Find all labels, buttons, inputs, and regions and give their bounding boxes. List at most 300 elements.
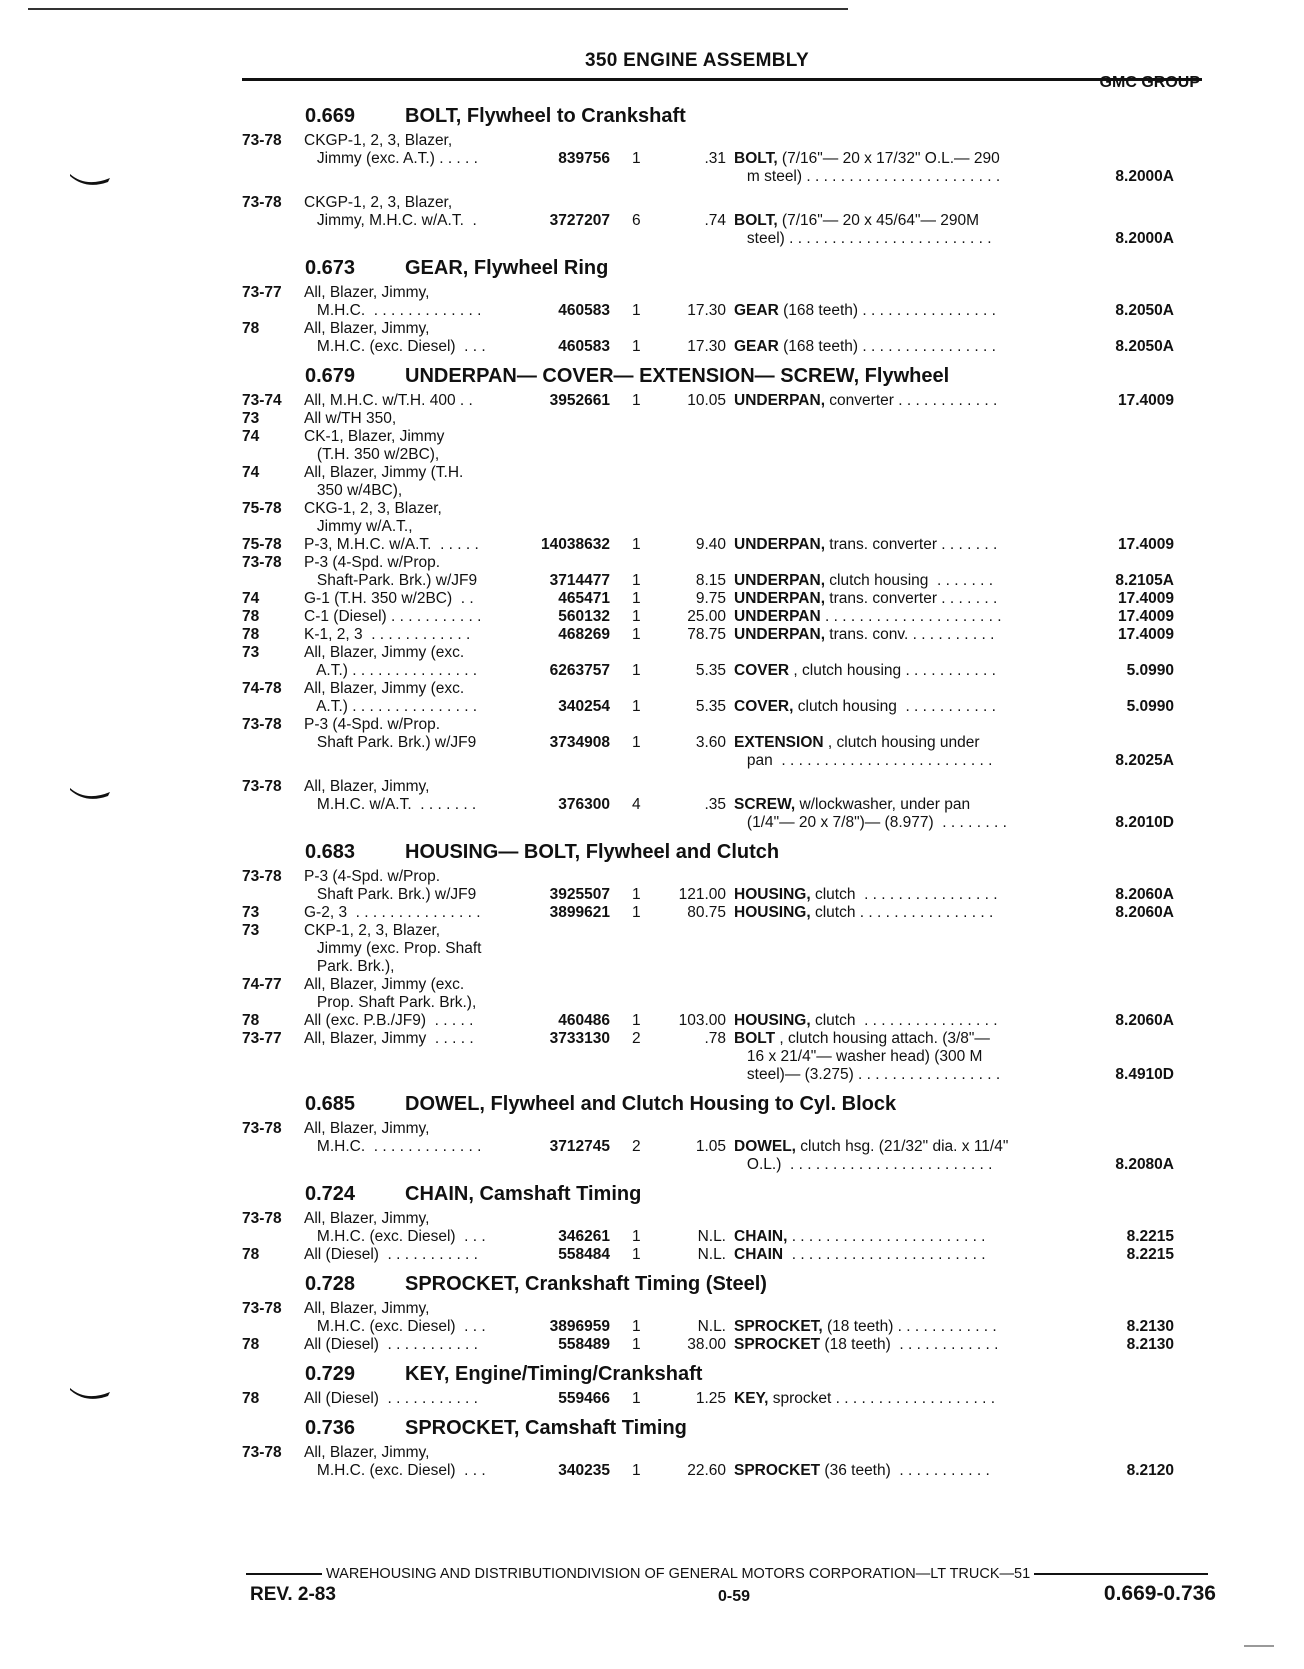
section-heading [242, 1178, 1212, 1210]
quantity-cell: 2 [632, 1030, 641, 1047]
part-number-cell [522, 284, 610, 302]
part-description: (36 teeth) . . . . . . . . . . . [820, 1462, 990, 1479]
quantity-cell [610, 752, 660, 770]
quantity-cell [610, 1120, 660, 1138]
part-description: (7/16"— 20 x 17/32" O.L.— 290 [777, 150, 1000, 167]
description-cell [726, 590, 1052, 608]
group-number-cell: 8.2215 [1126, 1228, 1174, 1245]
description-cell [726, 572, 1052, 590]
application-cell: Jimmy w/A.T., [304, 518, 413, 535]
table-row [242, 1048, 1212, 1066]
footer-publisher-line [242, 1566, 1212, 1582]
application-cell: All, Blazer, Jimmy, [304, 284, 430, 301]
price-cell [660, 1210, 726, 1228]
part-number-cell [522, 778, 610, 796]
quantity-cell [610, 464, 660, 482]
table-row [242, 1066, 1212, 1084]
quantity-cell [610, 168, 660, 186]
section-number: 0.683 [305, 841, 356, 863]
section-0-724 [242, 1178, 1212, 1264]
description-cell [726, 1030, 1052, 1048]
quantity-cell: 4 [632, 796, 641, 813]
application-cell: A.T.) . . . . . . . . . . . . . . . [304, 698, 478, 715]
year-cell: 73-78 [242, 1444, 282, 1461]
table-row [242, 338, 1212, 356]
group-number-cell: 8.2050A [1115, 338, 1174, 355]
application-cell: P-3 (4-Spd. w/Prop. [304, 716, 441, 733]
description-cell [726, 1228, 1052, 1246]
year-cell: 73 [242, 922, 260, 939]
price-cell: .31 [704, 150, 726, 167]
price-cell [660, 1300, 726, 1318]
price-cell: 5.35 [695, 698, 726, 715]
application-cell: All, Blazer, Jimmy (T.H. [304, 464, 464, 481]
application-cell: M.H.C. w/A.T. . . . . . . . [304, 796, 477, 813]
price-cell [660, 132, 726, 150]
part-number-cell: 465471 [558, 590, 610, 607]
price-cell: N.L. [697, 1228, 726, 1245]
year-cell: 73-78 [242, 194, 282, 211]
table-row [242, 230, 1212, 248]
application-cell: Jimmy (exc. A.T.) . . . . . [304, 150, 478, 167]
application-cell: CKP-1, 2, 3, Blazer, [304, 922, 441, 939]
table-row [242, 868, 1212, 886]
quantity-cell: 6 [632, 212, 641, 229]
description-cell [726, 626, 1052, 644]
group-number-cell: 17.4009 [1117, 590, 1174, 607]
price-cell: 9.75 [695, 590, 726, 607]
part-description: , clutch housing . . . . . . . . . . . [789, 662, 996, 679]
section-0-685 [242, 1088, 1212, 1174]
group-number-cell: 8.2025A [1115, 752, 1174, 769]
year-cell: 78 [242, 1390, 260, 1407]
application-cell: All, Blazer, Jimmy . . . . . [304, 1030, 474, 1047]
section-heading [242, 1358, 1212, 1390]
table-row [242, 796, 1212, 814]
table-row [242, 1156, 1212, 1174]
year-cell: 73 [242, 410, 260, 427]
description-cell [726, 132, 1052, 150]
year-cell [242, 572, 304, 590]
year-cell [242, 150, 304, 168]
year-cell: 78 [242, 320, 260, 337]
table-row [242, 778, 1212, 796]
price-cell: 22.60 [687, 1462, 726, 1479]
price-cell: .78 [704, 1030, 726, 1047]
table-row [242, 132, 1212, 150]
price-cell [660, 778, 726, 796]
price-cell [660, 958, 726, 976]
year-cell [242, 796, 304, 814]
part-name: UNDERPAN, [734, 590, 825, 607]
year-cell: 73 [242, 904, 260, 921]
part-name: COVER [734, 662, 790, 679]
section-heading [242, 100, 1212, 132]
part-number-cell: 560132 [558, 608, 610, 625]
part-number-cell [522, 320, 610, 338]
part-number-cell [522, 922, 610, 940]
quantity-cell: 1 [632, 904, 641, 921]
description-cell [726, 1300, 1052, 1318]
table-row [242, 428, 1212, 446]
group-number-cell: 8.2105A [1115, 572, 1174, 589]
part-number-cell [522, 132, 610, 150]
part-number-cell: 460583 [558, 338, 610, 355]
year-cell: 74 [242, 464, 260, 481]
group-number-cell: 8.2080A [1115, 1156, 1174, 1173]
table-row [242, 958, 1212, 976]
application-cell: All, Blazer, Jimmy (exc. [304, 680, 465, 697]
application-cell: A.T.) . . . . . . . . . . . . . . . [304, 662, 478, 679]
price-cell [660, 1066, 726, 1084]
part-name: HOUSING, [734, 886, 811, 903]
year-cell [242, 734, 304, 752]
part-name: CHAIN [734, 1246, 784, 1263]
table-row [242, 1318, 1212, 1336]
part-name: SPROCKET, [734, 1318, 823, 1335]
part-name: COVER, [734, 698, 794, 715]
part-name: GEAR [734, 338, 779, 355]
description-cell [726, 536, 1052, 554]
part-number-cell [522, 752, 610, 770]
part-description: steel) . . . . . . . . . . . . . . . . . . . . . . . . [734, 230, 992, 247]
price-cell [660, 922, 726, 940]
price-cell [660, 752, 726, 770]
part-number-cell [522, 1066, 610, 1084]
price-cell: .35 [704, 796, 726, 813]
year-cell [242, 1228, 304, 1246]
part-description: clutch . . . . . . . . . . . . . . . . [810, 1012, 998, 1029]
part-description: . . . . . . . . . . . . . . . . . . . . . . . [787, 1228, 986, 1245]
table-row [242, 752, 1212, 770]
table-row [242, 518, 1212, 536]
part-name: UNDERPAN, [734, 572, 825, 589]
year-cell: 73-78 [242, 1210, 282, 1227]
part-number-cell: 559466 [558, 1390, 610, 1407]
section-0-673 [242, 252, 1212, 356]
quantity-cell [610, 940, 660, 958]
section-heading [242, 1412, 1212, 1444]
page-title: 350 ENGINE ASSEMBLY [585, 50, 809, 71]
description-cell [726, 608, 1052, 626]
description-cell [726, 680, 1052, 698]
price-cell [660, 976, 726, 994]
description-cell [726, 428, 1052, 446]
group-number-cell: 17.4009 [1117, 536, 1174, 553]
row-spacer [242, 186, 1212, 194]
price-cell [660, 644, 726, 662]
price-cell [660, 940, 726, 958]
application-cell: All w/TH 350, [304, 410, 397, 427]
year-cell: 74 [242, 590, 260, 607]
table-row [242, 536, 1212, 554]
part-name: UNDERPAN, [734, 626, 825, 643]
application-cell: K-1, 2, 3 . . . . . . . . . . . . [304, 626, 471, 643]
application-cell: All, Blazer, Jimmy, [304, 1210, 430, 1227]
year-cell: 73-78 [242, 868, 282, 885]
table-row [242, 1336, 1212, 1354]
table-row [242, 464, 1212, 482]
price-cell [660, 230, 726, 248]
application-cell: CKGP-1, 2, 3, Blazer, [304, 194, 453, 211]
description-cell [726, 194, 1052, 212]
price-cell [660, 500, 726, 518]
part-number-cell [522, 428, 610, 446]
part-number-cell [522, 1048, 610, 1066]
application-cell [304, 1048, 522, 1066]
quantity-cell [610, 428, 660, 446]
price-cell: 3.60 [695, 734, 726, 751]
application-cell: Jimmy (exc. Prop. Shaft [304, 940, 482, 957]
application-cell: All, Blazer, Jimmy, [304, 1300, 430, 1317]
part-name: BOLT [734, 1030, 776, 1047]
description-cell [726, 320, 1052, 338]
price-cell: 10.05 [687, 392, 726, 409]
part-number-cell: 340254 [558, 698, 610, 715]
application-cell [304, 1066, 522, 1084]
table-row [242, 302, 1212, 320]
section-0-728 [242, 1268, 1212, 1354]
quantity-cell [610, 1048, 660, 1066]
part-description: . . . . . . . . . . . . . . . . . . . . . . . [783, 1246, 986, 1263]
year-cell [242, 814, 304, 832]
price-cell [660, 716, 726, 734]
quantity-cell: 1 [632, 886, 641, 903]
part-number-cell [522, 644, 610, 662]
application-cell: M.H.C. . . . . . . . . . . . . . [304, 1138, 482, 1155]
part-number-cell: 839756 [558, 150, 610, 167]
part-number-cell: 376300 [558, 796, 610, 813]
description-cell [726, 168, 1052, 186]
description-cell [726, 446, 1052, 464]
description-cell [726, 1048, 1052, 1066]
footer-rule [246, 1573, 322, 1575]
description-cell [726, 1066, 1052, 1084]
table-row [242, 1462, 1212, 1480]
part-number-cell: 3899621 [549, 904, 610, 921]
quantity-cell: 1 [632, 626, 641, 643]
description-cell [726, 1246, 1052, 1264]
corner-mark [1244, 1645, 1274, 1647]
application-cell: M.H.C. (exc. Diesel) . . . [304, 338, 486, 355]
section-title: DOWEL, Flywheel and Clutch Housing to Cyl. Block [405, 1093, 897, 1115]
table-row [242, 1228, 1212, 1246]
section-number: 0.729 [305, 1363, 356, 1385]
part-description: clutch housing . . . . . . . [825, 572, 993, 589]
price-cell: 17.30 [687, 302, 726, 319]
year-cell [242, 1462, 304, 1480]
year-cell: 73-78 [242, 132, 282, 149]
application-cell: Shaft-Park. Brk.) w/JF9 [304, 572, 478, 589]
year-cell: 73-78 [242, 1120, 282, 1137]
table-row [242, 680, 1212, 698]
parts-list [242, 96, 1212, 1480]
description-cell [726, 1318, 1052, 1336]
group-number-cell: 8.2130 [1126, 1318, 1174, 1335]
part-number-cell: 346261 [558, 1228, 610, 1245]
section-title: UNDERPAN— COVER— EXTENSION— SCREW, Flywheel [405, 365, 950, 387]
section-number: 0.673 [305, 257, 356, 279]
year-cell: 73-77 [242, 1030, 282, 1047]
application-cell: M.H.C. . . . . . . . . . . . . . [304, 302, 482, 319]
application-cell: All (Diesel) . . . . . . . . . . . [304, 1336, 478, 1353]
year-cell: 73-74 [242, 392, 282, 409]
quantity-cell [610, 132, 660, 150]
group-number-cell: 8.2010D [1115, 814, 1174, 831]
quantity-cell: 1 [632, 150, 641, 167]
table-row [242, 212, 1212, 230]
price-cell: 8.15 [695, 572, 726, 589]
application-cell: Shaft Park. Brk.) w/JF9 [304, 886, 477, 903]
price-cell: 9.40 [695, 536, 726, 553]
quantity-cell [610, 500, 660, 518]
application-cell: C-1 (Diesel) . . . . . . . . . . . [304, 608, 482, 625]
part-name: SPROCKET [734, 1462, 821, 1479]
part-description: trans. converter . . . . . . . [825, 590, 998, 607]
description-cell [726, 904, 1052, 922]
section-heading [242, 836, 1212, 868]
description-cell [726, 518, 1052, 536]
quantity-cell: 1 [632, 734, 641, 751]
quantity-cell: 1 [632, 590, 641, 607]
section-0-683 [242, 836, 1212, 1084]
table-row [242, 572, 1212, 590]
description-cell [726, 976, 1052, 994]
part-number-cell [522, 1300, 610, 1318]
group-number-cell: 8.2000A [1115, 230, 1174, 247]
price-cell [660, 320, 726, 338]
quantity-cell [610, 320, 660, 338]
part-number-cell: 558489 [558, 1336, 610, 1353]
part-name: HOUSING, [734, 904, 811, 921]
application-cell: Prop. Shaft Park. Brk.), [304, 994, 477, 1011]
part-number-cell [522, 1444, 610, 1462]
section-heading [242, 1268, 1212, 1300]
group-number-cell: 5.0990 [1126, 662, 1174, 679]
part-number-cell: 468269 [558, 626, 610, 643]
section-heading [242, 1088, 1212, 1120]
part-description: steel)— (3.275) . . . . . . . . . . . . . . . . . [734, 1066, 1001, 1083]
section-number: 0.724 [305, 1183, 356, 1205]
table-row [242, 1138, 1212, 1156]
table-row [242, 626, 1212, 644]
section-number: 0.736 [305, 1417, 356, 1439]
quantity-cell [610, 976, 660, 994]
part-description: trans. conv. . . . . . . . . . . [825, 626, 995, 643]
price-cell [660, 868, 726, 886]
quantity-cell [610, 1156, 660, 1174]
description-cell [726, 644, 1052, 662]
application-cell: CK-1, Blazer, Jimmy [304, 428, 445, 445]
group-label: GMC GROUP [1099, 74, 1200, 91]
quantity-cell: 1 [632, 1012, 641, 1029]
part-number-cell [522, 230, 610, 248]
part-number-cell: 3952661 [549, 392, 610, 409]
section-title: GEAR, Flywheel Ring [405, 257, 609, 279]
table-row [242, 150, 1212, 168]
part-number-cell: 3896959 [549, 1318, 610, 1335]
table-row [242, 886, 1212, 904]
application-cell: All, Blazer, Jimmy (exc. [304, 644, 465, 661]
description-cell [726, 212, 1052, 230]
table-row [242, 320, 1212, 338]
price-cell: 1.25 [695, 1390, 726, 1407]
quantity-cell: 1 [632, 1228, 641, 1245]
part-description: 16 x 21/4"— washer head) (300 M [734, 1048, 983, 1065]
table-row [242, 698, 1212, 716]
part-number-cell [522, 958, 610, 976]
section-number: 0.685 [305, 1093, 356, 1115]
year-cell [242, 886, 304, 904]
year-cell: 78 [242, 626, 260, 643]
part-description: (1/4"— 20 x 7/8")— (8.977) . . . . . . . . [734, 814, 1007, 831]
table-row [242, 734, 1212, 752]
year-cell: 73-78 [242, 554, 282, 571]
part-number-cell [522, 976, 610, 994]
application-cell: P-3 (4-Spd. w/Prop. [304, 554, 441, 571]
application-cell: All (Diesel) . . . . . . . . . . . [304, 1390, 478, 1407]
price-cell [660, 994, 726, 1012]
quantity-cell [610, 644, 660, 662]
table-row [242, 994, 1212, 1012]
part-description: pan . . . . . . . . . . . . . . . . . . . . . . . . . [734, 752, 993, 769]
application-cell: P-3, M.H.C. w/A.T. . . . . . [304, 536, 479, 553]
part-number-cell [522, 482, 610, 500]
part-number-cell [522, 446, 610, 464]
section-0-736 [242, 1412, 1212, 1480]
table-row [242, 644, 1212, 662]
table-row [242, 590, 1212, 608]
description-cell [726, 1120, 1052, 1138]
price-cell [660, 814, 726, 832]
description-cell [726, 410, 1052, 428]
quantity-cell [610, 194, 660, 212]
price-cell [660, 194, 726, 212]
quantity-cell [610, 958, 660, 976]
price-cell [660, 168, 726, 186]
part-description: clutch . . . . . . . . . . . . . . . . [810, 886, 998, 903]
quantity-cell: 1 [632, 1246, 641, 1263]
price-cell: 80.75 [687, 904, 726, 921]
application-cell: All, Blazer, Jimmy (exc. [304, 976, 465, 993]
price-cell [660, 1048, 726, 1066]
description-cell [726, 1390, 1052, 1408]
year-cell: 78 [242, 1336, 260, 1353]
table-row [242, 410, 1212, 428]
year-cell [242, 662, 304, 680]
application-cell: (T.H. 350 w/2BC), [304, 446, 440, 463]
part-number-cell [522, 994, 610, 1012]
price-cell [660, 1444, 726, 1462]
section-0-679 [242, 360, 1212, 832]
quantity-cell [610, 716, 660, 734]
part-number-cell [522, 410, 610, 428]
year-cell: 73-78 [242, 778, 282, 795]
price-cell [660, 284, 726, 302]
price-cell [660, 554, 726, 572]
table-row [242, 168, 1212, 186]
price-cell: 17.30 [687, 338, 726, 355]
application-cell: Park. Brk.), [304, 958, 395, 975]
part-number-cell: 558484 [558, 1246, 610, 1263]
table-row [242, 716, 1212, 734]
description-cell [726, 464, 1052, 482]
part-name: KEY, [734, 1390, 769, 1407]
part-number-cell [522, 814, 610, 832]
quantity-cell: 1 [632, 1462, 641, 1479]
part-number-cell [522, 1210, 610, 1228]
group-number-cell: 17.4009 [1117, 608, 1174, 625]
